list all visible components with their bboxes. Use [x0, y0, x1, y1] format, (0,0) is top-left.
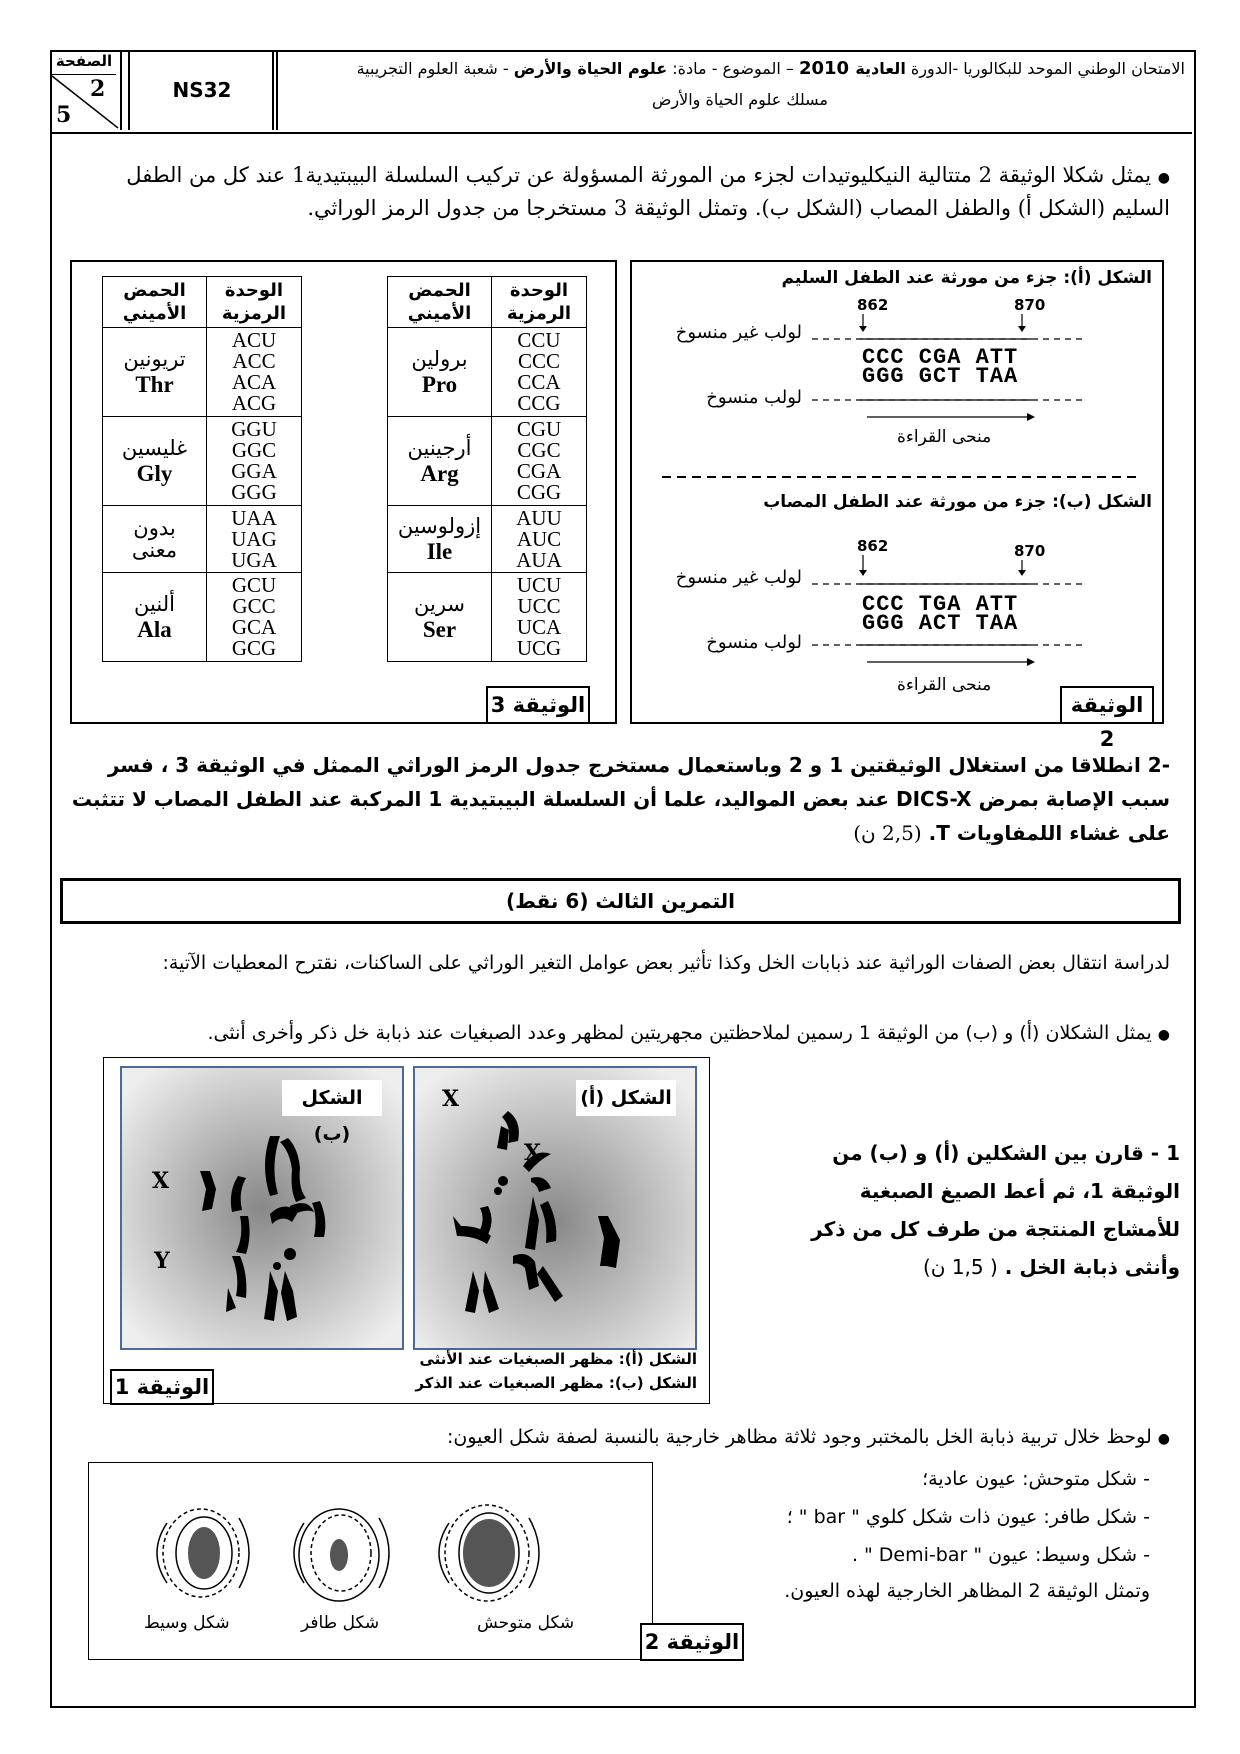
x-label-female-2: X: [524, 1140, 542, 1166]
page-label: الصفحة: [52, 52, 116, 75]
caption-b: الشكل (ب): مظهر الصبغيات عند الذكر: [415, 1374, 697, 1392]
label-non-transcribed-b: لولب غير منسوخ: [675, 567, 802, 588]
dna-a-top: CCC CGA ATT: [862, 345, 1019, 370]
table-row: أرجينين Arg CGU CGC CGA CGG: [388, 417, 587, 506]
label-non-transcribed: لولب غير منسوخ: [675, 322, 802, 343]
list-item: - شكل وسيط: عيون " Demi-bar " .: [851, 1544, 1150, 1566]
document-2-dna: [630, 260, 1164, 751]
pos-870-b: 870: [1014, 542, 1046, 560]
page-number-box: [50, 50, 122, 130]
exercise-3-bullet-1: ● يمثل الشكلان (أ) و (ب) من الوثيقة 1 رسمين لملاحظتين مجهريتين لمظهر وعدد الصبغيات عند ذبابة خل ذكر وأخرى أنثى.: [207, 1022, 1170, 1044]
pos-862-b: 862: [857, 537, 889, 555]
page-current: 2: [90, 76, 106, 102]
document-3: [70, 260, 617, 724]
table-row: غليسين Gly GGU GGC GGA GGG: [103, 417, 302, 506]
question-1: 1 - قارن بين الشكلين (أ) و (ب) من الوثيقة 1، ثم أعط الصيغ الصبغية للأمشاج المنتجة من طرف كل من ذكر وأنثى ذبابة الخل . ( 1,5 ن): [811, 1141, 1180, 1279]
dna-a-bottom: GGG GCT TAA: [862, 364, 1019, 389]
eye-bar-label: شكل طافر: [301, 1613, 380, 1633]
page-total: 5: [56, 102, 72, 128]
table-row: إزولوسين Ile AUU AUC AUA: [388, 506, 587, 573]
x-label-female-1: X: [442, 1086, 460, 1112]
bullet: ●: [1157, 170, 1170, 186]
reading-direction-a: منحى القراءة: [897, 427, 992, 447]
label-transcribed: لولب منسوخ: [706, 387, 802, 408]
y-label-male: Y: [154, 1248, 170, 1274]
chromosomes-male: [120, 1066, 400, 1346]
label-transcribed-b: لولب منسوخ: [706, 632, 802, 653]
exercise-3-intro: لدراسة انتقال بعض الصفات الوراثية عند ذبابات الخل وكذا تأثير بعض عوامل التغير الوراثي على الساكنات، نقترح المعطيات الآتية:: [162, 952, 1170, 974]
fig-b-label: الشكل (ب): [282, 1080, 382, 1116]
document-3-label: الوثيقة 3: [486, 686, 590, 724]
pos-870: 870: [1014, 296, 1046, 314]
document-2-label: الوثيقة 2: [1060, 686, 1154, 724]
caption-a: الشكل (أ): مظهر الصبغيات عند الأنثى: [419, 1350, 697, 1368]
dna-diagram-lines: [632, 262, 1162, 722]
eye-demi-label: شكل وسيط: [144, 1613, 230, 1633]
reading-direction-b: منحى القراءة: [897, 675, 992, 695]
table-row: ألنين Ala GCU GCC GCA GCG: [103, 573, 302, 662]
document-1: [103, 1057, 710, 1404]
fig-a-title: الشكل (أ): جزء من مورثة عند الطفل السليم: [781, 268, 1152, 288]
header: [50, 50, 1192, 134]
eye-list-end: وتمثل الوثيقة 2 المظاهر الخارجية لهذه العيون.: [784, 1580, 1150, 1602]
header-line-2: مسلك علوم الحياة والأرض: [652, 90, 828, 109]
fig-b-title: الشكل (ب): جزء من مورثة عند الطفل المصاب: [763, 492, 1152, 512]
table-row: بدون معنى UAA UAG UGA: [103, 506, 302, 573]
eye-phenotype-list: [660, 1460, 1150, 1574]
header-line-1: الامتحان الوطني الموحد للبكالوريا -الدورة العادية 2010 – الموضوع - مادة: علوم الحياة والأرض - شعبة العلوم التجريبية: [356, 58, 1185, 79]
table-row: برولين Pro CCU CCC CCA CCG: [388, 328, 587, 417]
list-item: - شكل طافر: عيون ذات شكل كلوي " bar " ؛: [786, 1506, 1150, 1528]
document-1-label: الوثيقة 1: [110, 1369, 214, 1405]
exercise-3-title: التمرين الثالث (6 نقط): [60, 878, 1181, 924]
eye-wild-label: شكل متوحش: [477, 1613, 575, 1633]
dna-b-bottom: GGG ACT TAA: [862, 611, 1019, 636]
exam-code: NS32: [132, 50, 274, 130]
dna-b-top: CCC TGA ATT: [862, 592, 1019, 617]
document-2-eyes-label: الوثيقة 2: [640, 1623, 744, 1661]
fig-a-label: الشكل (أ): [576, 1080, 676, 1116]
question-2: -2 انطلاقا من استغلال الوثيقتين 1 و 2 وباستعمال مستخرج جدول الرمز الوراثي الممثل في الوثيقة 3 ، فسر سبب الإصابة بمرض DICS-X عند بعض المواليد، علما أن السلسلة البيبتيدية 1 المركبة عند الطفل المصاب لا تتثبت على غشاء اللمفاويات T. (2,5 ن): [71, 753, 1170, 845]
document-2-eyes: [88, 1462, 740, 1660]
x-label-male: X: [152, 1168, 170, 1194]
table-row: تريونين Thr ACU ACC ACA ACG: [103, 328, 302, 417]
list-item: - شكل متوحش: عيون عادية؛: [922, 1468, 1150, 1490]
pos-862: 862: [857, 296, 889, 314]
codon-table-right: الحمض الأميني الوحدة الرمزية برولين Pro CCU CCC CCA CCG أرجينين Arg CGU CGC CGA CGG إزولوسين Ile AUU AUC AUA سرين Ser UCU UCC UCA UCG: [387, 276, 587, 662]
intro-paragraph: ● يمثل شكلا الوثيقة 2 متتالية النيكليوتيدات لجزء من المورثة المسؤولة عن تركيب السلسلة البيبتيدية1 عند كل من الطفل السليم (الشكل أ) والطفل المصاب (الشكل ب). وتمثل الوثيقة 3 مستخرجا من جدول الرمز الوراثي.: [126, 163, 1170, 220]
table-row: سرين Ser UCU UCC UCA UCG: [388, 573, 587, 662]
codon-table-left: الحمض الأميني الوحدة الرمزية تريونين Thr ACU ACC ACA ACG غليسين Gly GGU GGC GGA GGG بدون معنى UAA UAG UGA ألنين Ala GCU GCC GCA GCG: [102, 276, 302, 662]
exercise-3-bullet-2: ● لوحظ خلال تربية ذبابة الخل بالمختبر وجود ثلاثة مظاهر خارجية بالنسبة لصفة شكل العيون:: [446, 1426, 1170, 1448]
